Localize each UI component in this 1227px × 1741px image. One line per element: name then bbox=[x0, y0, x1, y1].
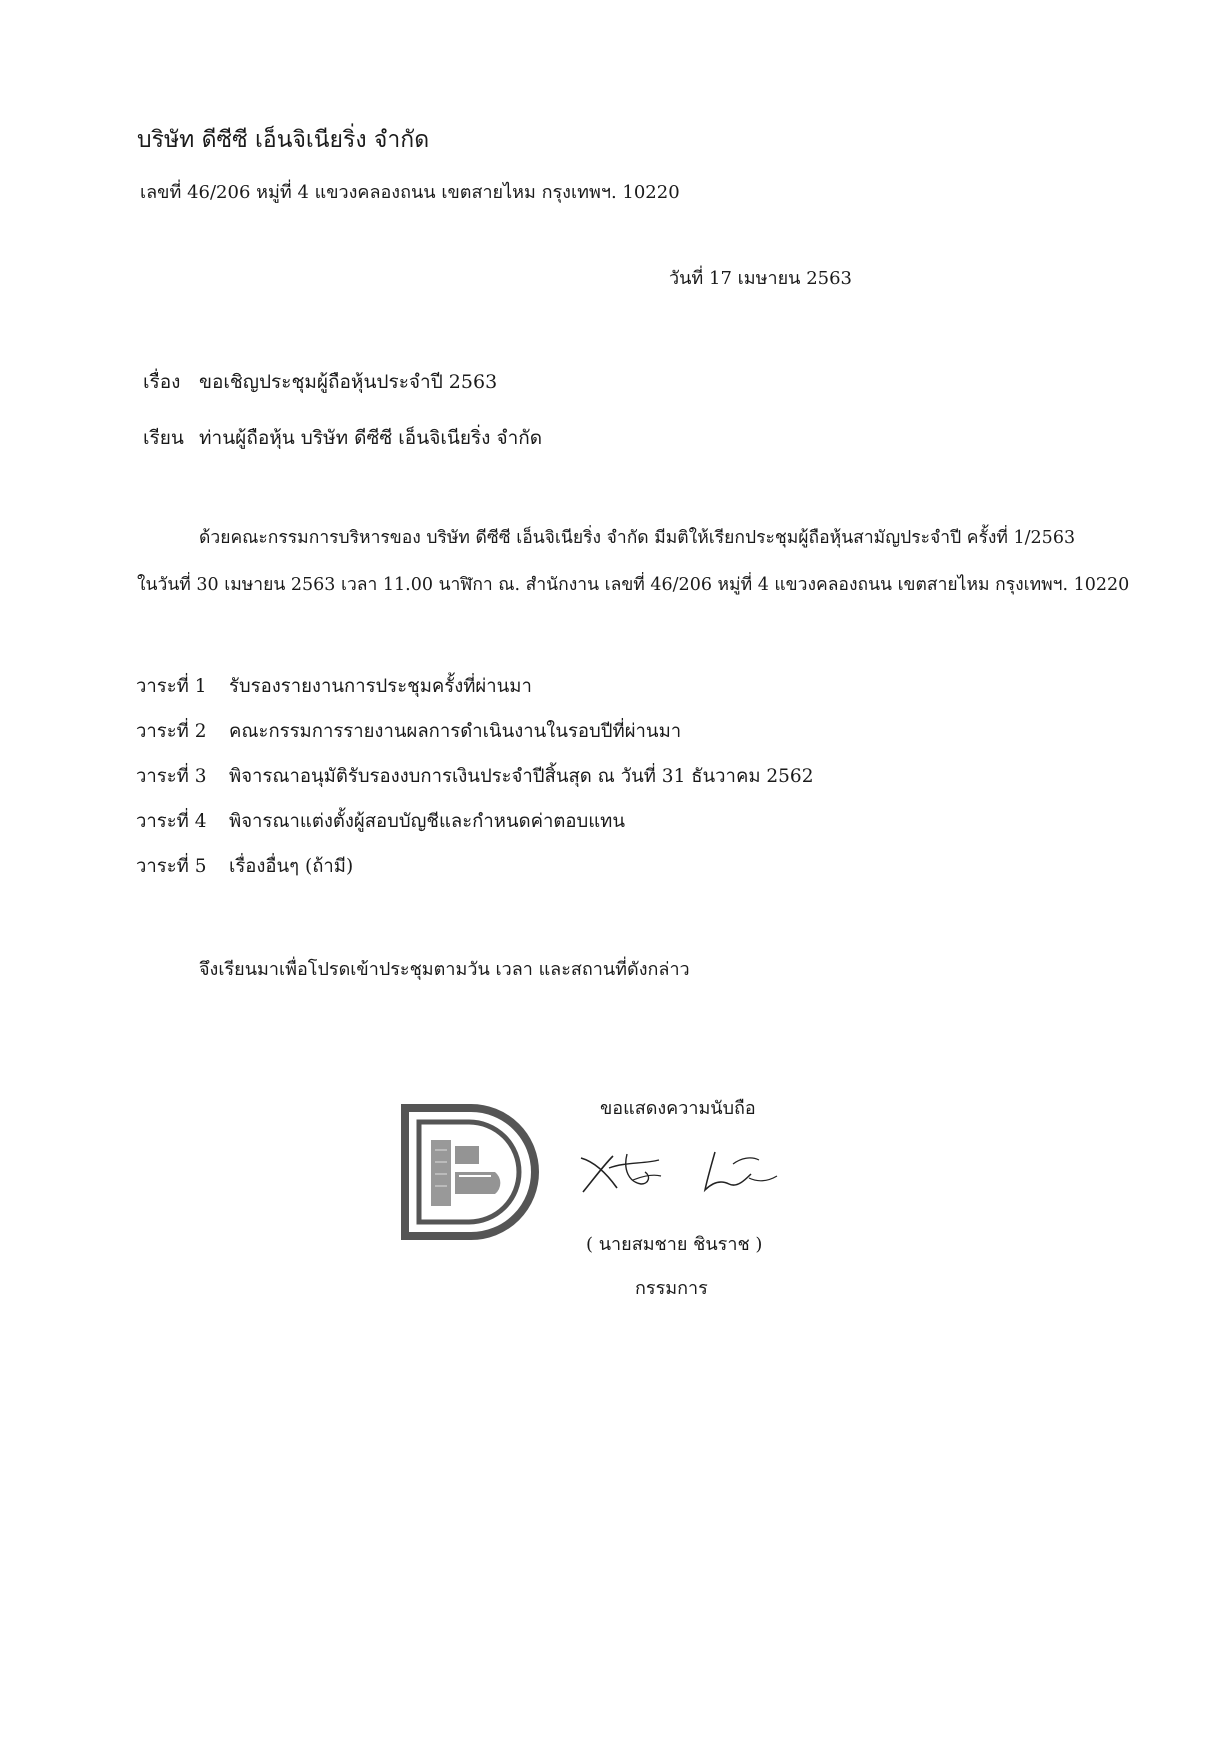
agenda-number: วาระที่ 4 bbox=[136, 811, 207, 832]
agenda-number: วาระที่ 2 bbox=[136, 721, 207, 742]
agenda-text: คณะกรรมการรายงานผลการดำเนินงานในรอบปีที่ผ่านมา bbox=[229, 721, 682, 742]
regards-text: ขอแสดงความนับถือ bbox=[600, 1098, 756, 1119]
agenda-item bbox=[136, 762, 813, 807]
closing-text: จึงเรียนมาเพื่อโปรดเข้าประชุมตามวัน เวลา และสถานที่ดังกล่าว bbox=[199, 959, 690, 980]
signer-name: ( นายสมชาย ชินราช ) bbox=[586, 1234, 763, 1255]
subject-text: ขอเชิญประชุมผู้ถือหุ้นประจำปี 2563 bbox=[199, 371, 498, 393]
company-name: บริษัท ดีซีซี เอ็นจิเนียริ่ง จำกัด bbox=[137, 127, 430, 153]
agenda-text: พิจารณาอนุมัติรับรองงบการเงินประจำปีสิ้นสุด ณ วันที่ 31 ธันวาคม 2562 bbox=[229, 766, 814, 787]
body-paragraph-line-1: ด้วยคณะกรรมการบริหารของ บริษัท ดีซีซี เอ็นจิเนียริ่ง จำกัด มีมติให้เรียกประชุมผู้ถือหุ้นสามัญประจำปี ครั้งที่ 1/2563 bbox=[199, 528, 1076, 548]
agenda-number: วาระที่ 1 bbox=[136, 676, 207, 697]
agenda-text: พิจารณาแต่งตั้งผู้สอบบัญชีและกำหนดค่าตอบแทน bbox=[229, 811, 626, 832]
handwritten-signature bbox=[573, 1140, 783, 1200]
company-address: เลขที่ 46/206 หมู่ที่ 4 แขวงคลองถนน เขตสายไหม กรุงเทพฯ. 10220 bbox=[140, 182, 680, 203]
agenda-item bbox=[136, 717, 813, 762]
signer-title: กรรมการ bbox=[635, 1278, 708, 1299]
body-paragraph-line-2: ในวันที่ 30 เมษายน 2563 เวลา 11.00 นาฬิกา ณ. สำนักงาน เลขที่ 46/206 หมู่ที่ 4 แขวงคลองถนน เขตสายไหม กรุงเทพฯ. 10220 bbox=[137, 575, 1130, 595]
company-seal-logo bbox=[399, 1102, 539, 1242]
agenda-text: เรื่องอื่นๆ (ถ้ามี) bbox=[229, 856, 354, 877]
agenda-number: วาระที่ 5 bbox=[136, 856, 207, 877]
agenda-text: รับรองรายงานการประชุมครั้งที่ผ่านมา bbox=[229, 676, 532, 697]
agenda-item bbox=[136, 852, 813, 897]
agenda-list bbox=[136, 672, 813, 897]
agenda-item bbox=[136, 672, 813, 717]
recipient-text: ท่านผู้ถือหุ้น บริษัท ดีซีซี เอ็นจิเนียริ่ง จำกัด bbox=[199, 427, 543, 449]
subject-label: เรื่อง bbox=[143, 371, 181, 393]
subject-line bbox=[143, 367, 497, 397]
letter-date: วันที่ 17 เมษายน 2563 bbox=[669, 268, 852, 289]
agenda-number: วาระที่ 3 bbox=[136, 766, 207, 787]
recipient-line bbox=[143, 423, 542, 453]
recipient-label: เรียน bbox=[143, 427, 184, 449]
agenda-item bbox=[136, 807, 813, 852]
